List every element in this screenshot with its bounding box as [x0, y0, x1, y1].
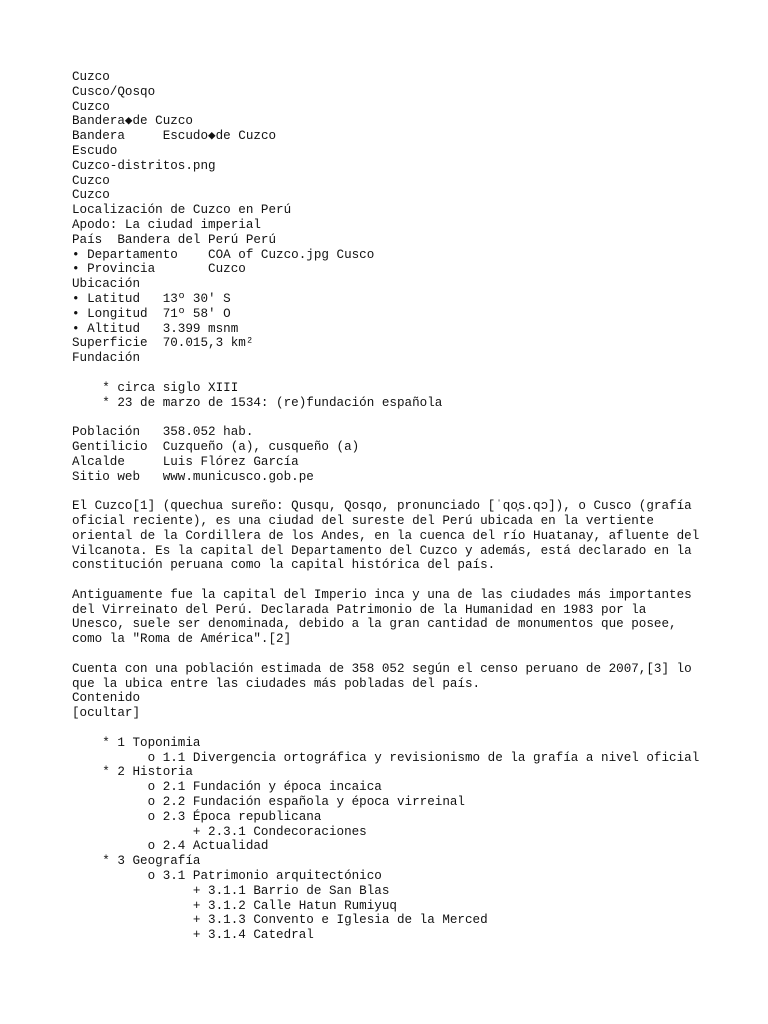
toc-item[interactable]: * 1 Toponimia [72, 735, 201, 750]
infobox-alt-name: Cusco/Qosqo [72, 84, 156, 99]
province-line: • Provincia Cuzco [72, 262, 246, 277]
toc-item[interactable]: o 1.1 Divergencia ortográfica y revisionismo de la grafía a nivel oficial [72, 750, 700, 765]
population-line: Población 358.052 hab. [72, 425, 254, 440]
toc-item[interactable]: + 3.1.3 Convento e Iglesia de la Merced [72, 913, 488, 928]
location-heading: Ubicación [72, 277, 141, 292]
history-paragraph: Antiguamente fue la capital del Imperio inca y una de las ciudades más importantes del Virreinato del Perú. Declarada Patrimonio de la Humanidad en 1983 por la Unesco, suele ser denominada, debido a la gran cantidad de monumentos que posee, como la "Roma de América".[2] [72, 587, 692, 647]
intro-paragraph: El Cuzco[1] (quechua sureño: Qusqu, Qosqo, pronunciado [ˈqo̞s.qɔ]), o Cusco (grafía oficial reciente), es una ciudad del sureste del Perú ubicada en la vertiente oriental de la Cordillera de los Andes, en la cuenca del río Huatanay, afluente del Vilcanota. Es la capital del Departamento del Cuzco y además, está declarado en la constitución peruana como la capital histórica del país. [72, 499, 700, 573]
demonym-line: Gentilicio Cuzqueño (a), cusqueño (a) [72, 439, 360, 454]
location-caption: Localización de Cuzco en Perú [72, 203, 292, 218]
toc-item[interactable]: * 3 Geografía [72, 854, 201, 869]
mayor-line: Alcalde Luis Flórez García [72, 454, 299, 469]
toc-item[interactable]: + 3.1.2 Calle Hatun Rumiyuq [72, 898, 397, 913]
toc-item[interactable]: + 2.3.1 Condecoraciones [72, 824, 367, 839]
spacer [72, 484, 752, 499]
list-item: * circa siglo XIII [72, 380, 239, 395]
infobox-line: Cuzco [72, 188, 110, 203]
foundation-heading: Fundación [72, 351, 141, 366]
toc-item[interactable]: + 3.1.1 Barrio de San Blas [72, 883, 390, 898]
area-line: Superficie 70.015,3 km² [72, 336, 254, 351]
nickname-line: Apodo: La ciudad imperial [72, 217, 261, 232]
foundation-list [72, 381, 752, 411]
department-line: • Departamento COA of Cuzco.jpg Cusco [72, 247, 375, 262]
toc-toggle-link[interactable]: [ocultar] [72, 706, 141, 721]
country-line: País Bandera del Perú Perú [72, 232, 277, 247]
flag-image-caption: Bandera◆de Cuzco [72, 114, 193, 129]
district-map-filename: Cuzco-distritos.png [72, 158, 216, 173]
population-paragraph: Cuenta con una población estimada de 358 052 según el censo peruano de 2007,[3] lo que la ubica entre las ciudades más pobladas del país. [72, 661, 692, 691]
spacer [72, 366, 752, 381]
spacer [72, 410, 752, 425]
toc-item[interactable]: o 3.1 Patrimonio arquitectónico [72, 869, 382, 884]
table-of-contents [72, 691, 752, 943]
list-item: * 23 de marzo de 1534: (re)fundación española [72, 395, 443, 410]
toc-item[interactable]: o 2.1 Fundación y época incaica [72, 780, 382, 795]
infobox-line: Cuzco [72, 173, 110, 188]
infobox-line: Escudo [72, 143, 118, 158]
spacer [72, 721, 752, 736]
toc-item[interactable]: o 2.2 Fundación española y época virreinal [72, 795, 465, 810]
longitude-line: • Longitud 71º 58' O [72, 306, 231, 321]
toc-item[interactable]: o 2.3 Época republicana [72, 809, 322, 824]
toc-item[interactable]: o 2.4 Actualidad [72, 839, 269, 854]
toc-item[interactable]: + 3.1.4 Catedral [72, 928, 314, 943]
spacer [72, 647, 752, 662]
toc-title: Contenido [72, 691, 141, 706]
latitude-line: • Latitud 13º 30' S [72, 291, 231, 306]
toc-item[interactable]: * 2 Historia [72, 765, 193, 780]
spacer [72, 573, 752, 588]
infobox-title: Cuzco [72, 70, 110, 84]
website-line: Sitio web www.municusco.gob.pe [72, 469, 314, 484]
facts-block [72, 425, 752, 484]
infobox [72, 70, 752, 366]
infobox-line: Cuzco [72, 99, 110, 114]
document-page [72, 70, 752, 943]
altitude-line: • Altitud 3.399 msnm [72, 321, 239, 336]
flag-shield-row: Bandera Escudo◆de Cuzco [72, 129, 277, 144]
